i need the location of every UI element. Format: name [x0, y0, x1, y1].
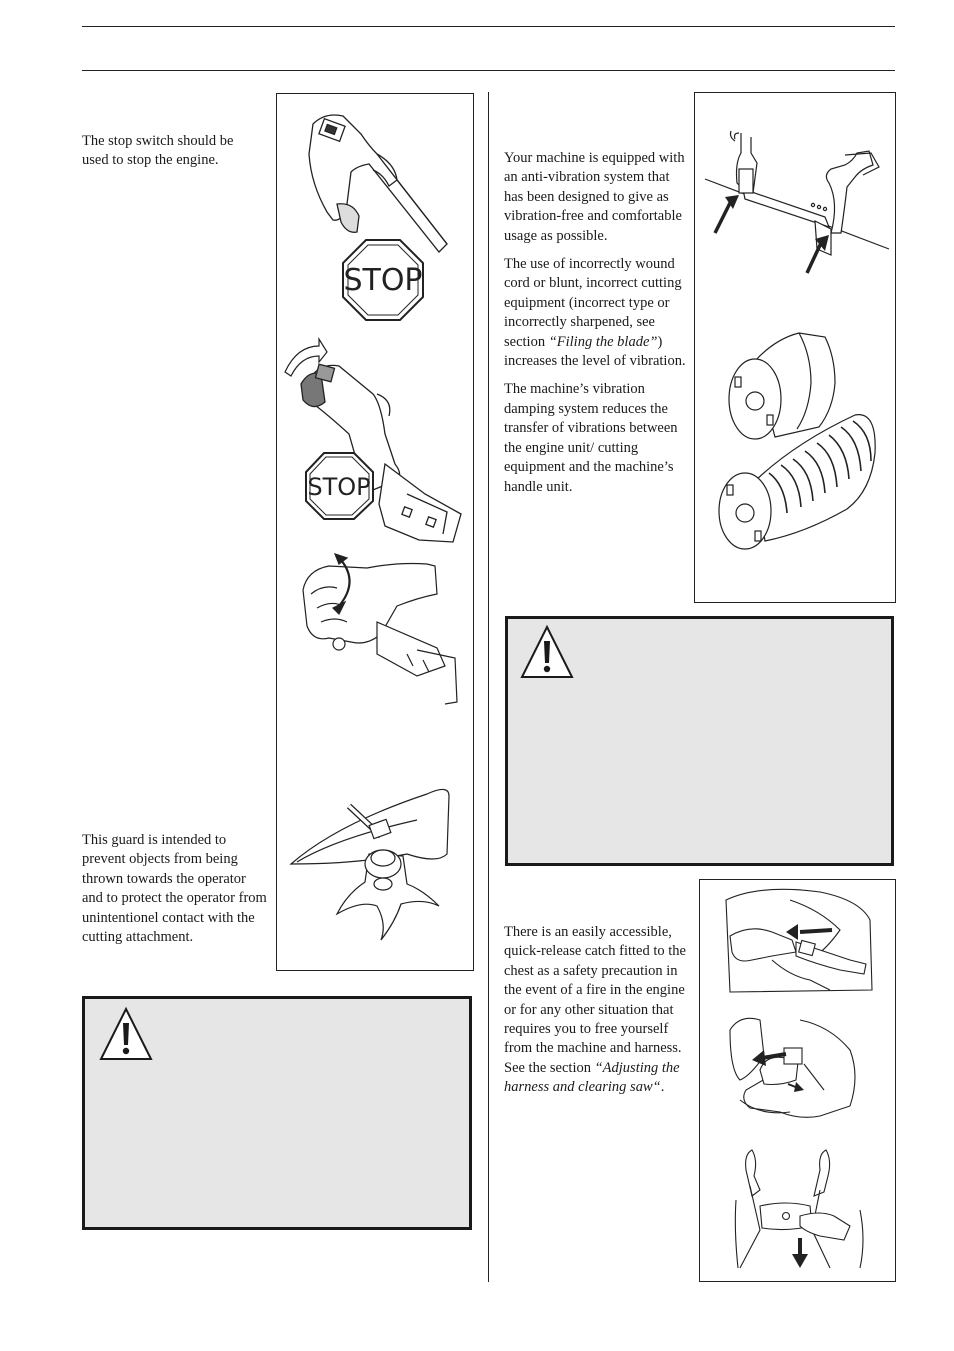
left-warning-box [82, 996, 472, 1230]
left-figure-box [276, 93, 474, 971]
arrow-up-icon-1 [715, 195, 739, 233]
trimmer-guard-illustration [291, 789, 449, 940]
column-divider [488, 92, 489, 1282]
anti-vibration-figures [695, 93, 895, 602]
guard-text [82, 831, 267, 956]
quick-release-start: There is an easily accessible, quick-release catch fitted to the chest as a safety precaution in the event of a fire in the engine or for any other situation that requires you to free yourself from the machine and harness. See the section [504, 924, 686, 1076]
header-rule-top [82, 26, 895, 27]
filing-the-blade-reference: “Filing the blade” [548, 333, 658, 350]
stop-switch-text [82, 132, 262, 180]
quick-release-paragraph [504, 923, 689, 1098]
anti-vibration-figure-box [694, 92, 896, 603]
arrow-down-icon [792, 1238, 808, 1268]
right-warning-box [505, 616, 894, 866]
left-figures [277, 94, 473, 970]
anti-vibration-paragraph-2 [504, 255, 690, 371]
anti-vibration-paragraph-1: Your machine is equipped with an anti-vibration system that has been designed to give as vibration-free and comfortable usage as possible. [504, 150, 685, 244]
arrow-up-icon-2 [807, 235, 829, 273]
harness-release-1-illustration [726, 889, 872, 992]
adjusting-harness-reference: “Adjusting the harness and clearing saw“ [504, 1059, 680, 1096]
stop-sign-1-icon [343, 240, 423, 320]
throttle-handle-illustration [309, 115, 447, 252]
stop-sign-2-icon [306, 453, 373, 519]
warning-triangle-icon [520, 623, 574, 683]
quick-release-text [504, 923, 689, 1107]
anti-vibration-text [504, 149, 690, 506]
stop-sign-1-label: STOP [343, 263, 423, 298]
quick-release-end: . [660, 1079, 665, 1096]
guard-paragraph: This guard is intended to prevent objects from being thrown towards the operator and to protect the operator from unintentionel contact with the cutting attachment. [82, 832, 267, 946]
damper-cylinder-illustration [729, 333, 835, 439]
header-rule-bottom [82, 70, 895, 71]
harness-figure-box [699, 879, 896, 1282]
stop-sign-2-label: STOP [307, 473, 371, 501]
handlebar-illustration [705, 131, 889, 255]
anti-vibration-p2-start: The use of incorrectly wound cord or blunt, incorrect cutting equipment (incorrect type or incorrectly sharpened, see section [504, 256, 682, 350]
anti-vibration-paragraph-3: The machine’s vibration damping system reduces the transfer of vibrations between the engine unit/ cutting equipment and the machine’s handle unit. [504, 381, 678, 495]
harness-figures [700, 880, 895, 1281]
warning-triangle-icon [99, 1005, 153, 1065]
gloved-hand-illustration [303, 554, 457, 704]
anti-vibration-p2-end: ) increases the level of vibration. [504, 333, 686, 370]
stop-switch-paragraph: The stop switch should be used to stop the engine. [82, 133, 234, 169]
harness-release-2-illustration [730, 1018, 855, 1117]
